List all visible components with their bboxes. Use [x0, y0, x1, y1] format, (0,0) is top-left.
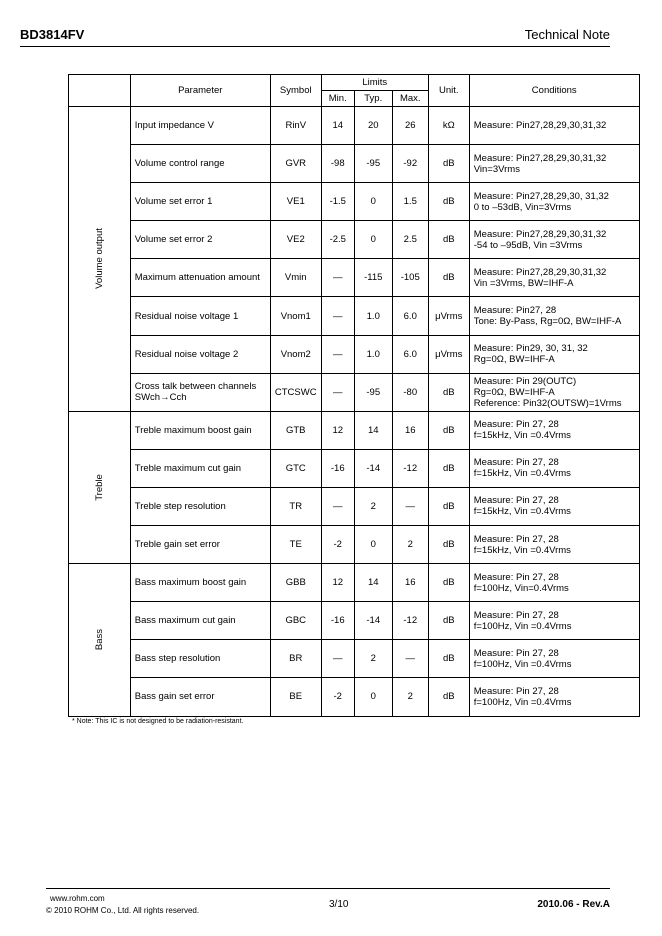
parameter-cell: Bass maximum cut gain [130, 602, 270, 640]
table-row [69, 526, 640, 564]
unit-cell: dB [428, 602, 469, 640]
symbol-cell: BE [270, 678, 321, 716]
table-row [69, 107, 640, 145]
group-label: Treble [93, 474, 105, 501]
min-cell: 12 [321, 564, 354, 602]
unit-cell: dB [428, 640, 469, 678]
table-row [69, 411, 640, 449]
min-cell: — [321, 335, 354, 373]
conditions-cell: Measure: Pin27,28,29,30,31,32 -54 to –95dB, Vin =3Vrms [469, 221, 639, 259]
table-row [69, 145, 640, 183]
table-row [69, 564, 640, 602]
min-cell: -2.5 [321, 221, 354, 259]
typ-cell: 20 [354, 107, 392, 145]
symbol-cell: GBB [270, 564, 321, 602]
footer-copyright: © 2010 ROHM Co., Ltd. All rights reserved. [46, 906, 200, 915]
parameter-cell: Treble maximum cut gain [130, 449, 270, 487]
document-type: Technical Note [524, 27, 610, 42]
parameter-cell: Input impedance V [130, 107, 270, 145]
max-cell: 6.0 [392, 297, 428, 335]
max-cell: 16 [392, 564, 428, 602]
header-min: Min. [321, 91, 354, 107]
typ-cell: -95 [354, 373, 392, 411]
max-cell: 2.5 [392, 221, 428, 259]
min-cell: -2 [321, 678, 354, 716]
parameter-cell: Volume set error 2 [130, 221, 270, 259]
conditions-cell: Measure: Pin 27, 28 f=100Hz, Vin =0.4Vrms [469, 602, 639, 640]
header-symbol: Symbol [270, 75, 321, 107]
unit-cell: dB [428, 678, 469, 716]
conditions-cell: Measure: Pin29, 30, 31, 32 Rg=0Ω, BW=IHF-A [469, 335, 639, 373]
symbol-cell: VE2 [270, 221, 321, 259]
symbol-cell: CTCSWC [270, 373, 321, 411]
conditions-cell: Measure: Pin 29(OUTC) Rg=0Ω, BW=IHF-A Reference: Pin32(OUTSW)=1Vrms [469, 373, 639, 411]
group-label: Volume output [93, 228, 105, 290]
unit-cell: dB [428, 145, 469, 183]
min-cell: — [321, 373, 354, 411]
unit-cell: dB [428, 183, 469, 221]
table-row [69, 183, 640, 221]
typ-cell: 14 [354, 564, 392, 602]
symbol-cell: Vnom1 [270, 297, 321, 335]
conditions-cell: Measure: Pin27,28,29,30,31,32 [469, 107, 639, 145]
min-cell: — [321, 487, 354, 525]
page-number: 3/10 [329, 899, 349, 910]
typ-cell: -14 [354, 449, 392, 487]
conditions-cell: Measure: Pin 27, 28 f=100Hz, Vin =0.4Vrms [469, 678, 639, 716]
min-cell: — [321, 297, 354, 335]
table-row [69, 221, 640, 259]
min-cell: -1.5 [321, 183, 354, 221]
unit-cell: dB [428, 449, 469, 487]
symbol-cell: Vmin [270, 259, 321, 297]
parameter-cell: Treble step resolution [130, 487, 270, 525]
unit-cell: dB [428, 373, 469, 411]
parameter-cell: Bass maximum boost gain [130, 564, 270, 602]
part-number: BD3814FV [20, 27, 85, 42]
symbol-cell: GTC [270, 449, 321, 487]
parameter-cell: Volume set error 1 [130, 183, 270, 221]
symbol-cell: GTB [270, 411, 321, 449]
header-unit: Unit. [428, 75, 469, 107]
typ-cell: 1.0 [354, 335, 392, 373]
header-typ: Typ. [354, 91, 392, 107]
conditions-cell: Measure: Pin 27, 28 f=15kHz, Vin =0.4Vrms [469, 411, 639, 449]
unit-cell: μVrms [428, 335, 469, 373]
conditions-cell: Measure: Pin 27, 28 f=100Hz, Vin=0.4Vrms [469, 564, 639, 602]
parameter-cell: Maximum attenuation amount [130, 259, 270, 297]
typ-cell: -115 [354, 259, 392, 297]
group-label-cell [69, 564, 131, 716]
table-row [69, 373, 640, 411]
symbol-cell: TE [270, 526, 321, 564]
header-divider [20, 46, 610, 47]
table-row [69, 259, 640, 297]
unit-cell: μVrms [428, 297, 469, 335]
min-cell: 12 [321, 411, 354, 449]
min-cell: 14 [321, 107, 354, 145]
max-cell: -12 [392, 602, 428, 640]
table-row [69, 602, 640, 640]
max-cell: 2 [392, 526, 428, 564]
conditions-cell: Measure: Pin 27, 28 f=15kHz, Vin =0.4Vrms [469, 526, 639, 564]
conditions-cell: Measure: Pin27, 28 Tone: By-Pass, Rg=0Ω, BW=IHF-A [469, 297, 639, 335]
parameter-cell: Residual noise voltage 2 [130, 335, 270, 373]
group-label: Bass [93, 629, 105, 651]
unit-cell: dB [428, 221, 469, 259]
table-row [69, 297, 640, 335]
unit-cell: dB [428, 259, 469, 297]
symbol-cell: RinV [270, 107, 321, 145]
symbol-cell: VE1 [270, 183, 321, 221]
max-cell: -12 [392, 449, 428, 487]
symbol-cell: BR [270, 640, 321, 678]
header-max: Max. [392, 91, 428, 107]
parameter-cell: Bass step resolution [130, 640, 270, 678]
typ-cell: -95 [354, 145, 392, 183]
table-row [69, 335, 640, 373]
electrical-characteristics-table [68, 74, 640, 717]
min-cell: -98 [321, 145, 354, 183]
unit-cell: dB [428, 487, 469, 525]
conditions-cell: Measure: Pin27,28,29,30,31,32 Vin =3Vrms, BW=IHF-A [469, 259, 639, 297]
min-cell: — [321, 259, 354, 297]
header-parameter: Parameter [130, 75, 270, 107]
max-cell: 1.5 [392, 183, 428, 221]
max-cell: 6.0 [392, 335, 428, 373]
symbol-cell: TR [270, 487, 321, 525]
conditions-cell: Measure: Pin 27, 28 f=15kHz, Vin =0.4Vrms [469, 449, 639, 487]
parameter-cell: Residual noise voltage 1 [130, 297, 270, 335]
max-cell: 26 [392, 107, 428, 145]
typ-cell: 0 [354, 221, 392, 259]
typ-cell: 0 [354, 526, 392, 564]
parameter-cell: Cross talk between channels SWch→Cch [130, 373, 270, 411]
max-cell: -92 [392, 145, 428, 183]
table-row [69, 449, 640, 487]
min-cell: -16 [321, 602, 354, 640]
group-header [69, 75, 131, 107]
table-row [69, 678, 640, 716]
max-cell: 2 [392, 678, 428, 716]
footer-url: www.rohm.com [50, 894, 105, 903]
typ-cell: 14 [354, 411, 392, 449]
typ-cell: 2 [354, 487, 392, 525]
parameter-cell: Volume control range [130, 145, 270, 183]
typ-cell: 1.0 [354, 297, 392, 335]
typ-cell: 0 [354, 678, 392, 716]
min-cell: -16 [321, 449, 354, 487]
unit-cell: dB [428, 564, 469, 602]
max-cell: 16 [392, 411, 428, 449]
typ-cell: -14 [354, 602, 392, 640]
typ-cell: 2 [354, 640, 392, 678]
header-limits: Limits [321, 75, 428, 91]
max-cell: -80 [392, 373, 428, 411]
parameter-cell: Bass gain set error [130, 678, 270, 716]
symbol-cell: GBC [270, 602, 321, 640]
table-row [69, 640, 640, 678]
symbol-cell: Vnom2 [270, 335, 321, 373]
radiation-note: * Note: This IC is not designed to be radiation-resistant. [72, 718, 244, 725]
conditions-cell: Measure: Pin 27, 28 f=100Hz, Vin =0.4Vrms [469, 640, 639, 678]
max-cell: — [392, 640, 428, 678]
parameter-cell: Treble gain set error [130, 526, 270, 564]
min-cell: -2 [321, 526, 354, 564]
header-conditions: Conditions [469, 75, 639, 107]
footer-divider [46, 888, 610, 889]
min-cell: — [321, 640, 354, 678]
max-cell: -105 [392, 259, 428, 297]
typ-cell: 0 [354, 183, 392, 221]
group-label-cell [69, 411, 131, 563]
unit-cell: dB [428, 526, 469, 564]
parameter-cell: Treble maximum boost gain [130, 411, 270, 449]
table-row [69, 487, 640, 525]
conditions-cell: Measure: Pin 27, 28 f=15kHz, Vin =0.4Vrms [469, 487, 639, 525]
conditions-cell: Measure: Pin27,28,29,30,31,32 Vin=3Vrms [469, 145, 639, 183]
symbol-cell: GVR [270, 145, 321, 183]
conditions-cell: Measure: Pin27,28,29,30, 31,32 0 to –53dB, Vin=3Vrms [469, 183, 639, 221]
revision: 2010.06 - Rev.A [537, 899, 610, 910]
unit-cell: kΩ [428, 107, 469, 145]
group-label-cell [69, 107, 131, 412]
unit-cell: dB [428, 411, 469, 449]
max-cell: — [392, 487, 428, 525]
